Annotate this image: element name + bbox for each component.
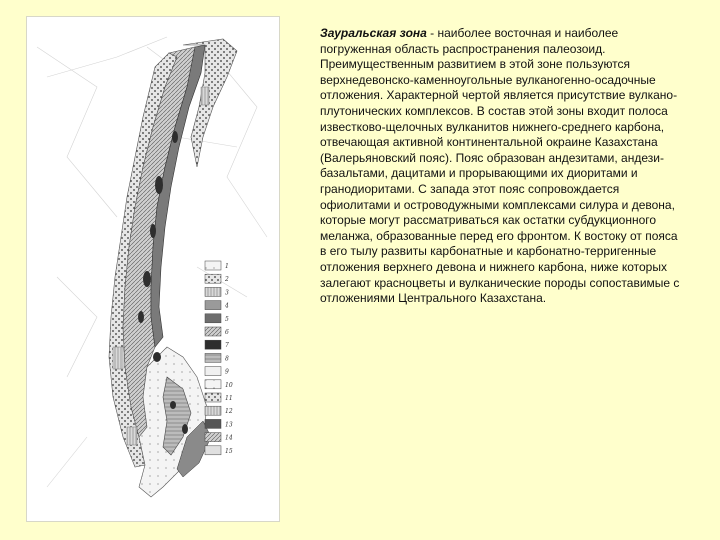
legend-swatch	[205, 314, 221, 323]
legend-swatch	[205, 340, 221, 349]
legend-number: 12	[225, 408, 233, 416]
legend-number: 5	[225, 315, 229, 323]
legend-swatch	[205, 393, 221, 402]
legend-number: 3	[225, 289, 229, 297]
legend-swatch	[205, 327, 221, 336]
geological-map	[26, 16, 280, 522]
legend-number: 11	[225, 395, 233, 402]
legend-swatch	[205, 301, 221, 310]
legend-swatch	[205, 433, 221, 442]
legend-number: 15	[225, 447, 233, 455]
map-drawing	[27, 17, 279, 521]
legend-number: 4	[225, 302, 229, 310]
legend-swatch	[205, 446, 221, 455]
legend-swatch	[205, 380, 221, 389]
legend-swatch	[205, 353, 221, 362]
legend-number: 10	[225, 381, 233, 389]
map-legend	[205, 261, 233, 455]
legend-swatch	[205, 367, 221, 376]
description-text	[320, 26, 684, 307]
legend-number: 1	[225, 263, 229, 270]
zone-description: - наиболее восточная и наиболее погруженная область распространения палеозоид. Преимущественным развитием в этой зоне пользуются верхнедевонско-каменноугольные вулканогенно-осадочные отложения. Характерной чертой является присутствие вулкано-плутонических комплексов. В состав этой зоны входит полоса известково-щелочных вулканитов нижнего-среднего карбона, отвечающая активной континентальной окраине Казахстана (Валерьяновский пояс). Пояс образован андезитами, андези-базальтами, дацитами и прорывающими их диоритами и гранодиоритами. С запада этот пояс сопровождается офиолитами и островодужными комплексами силура и девона, которые могут рассматриваться как остатки субдукционного меланжа, образованные перед его фронтом. К востоку от пояса в его тылу развиты карбонатные и карбонатно-терригенные отложения верхнего девона и нижнего карбона, ниже которых залегают красноцветы и вулканические породы сопоставимые с отложениями Центрального Казахстана.	[320, 26, 680, 306]
legend-number: 2	[225, 276, 229, 284]
legend-number: 9	[225, 368, 229, 376]
legend-swatch	[205, 274, 221, 283]
legend-swatch	[205, 419, 221, 428]
legend-number: 7	[225, 342, 229, 350]
legend-number: 6	[225, 329, 229, 336]
legend-swatch	[205, 261, 221, 270]
zone-term: Зауральская зона	[320, 26, 427, 40]
legend-number: 13	[225, 421, 233, 429]
legend-number: 8	[225, 355, 229, 363]
legend-swatch	[205, 406, 221, 415]
legend-swatch	[205, 287, 221, 296]
legend-number: 14	[225, 434, 233, 442]
